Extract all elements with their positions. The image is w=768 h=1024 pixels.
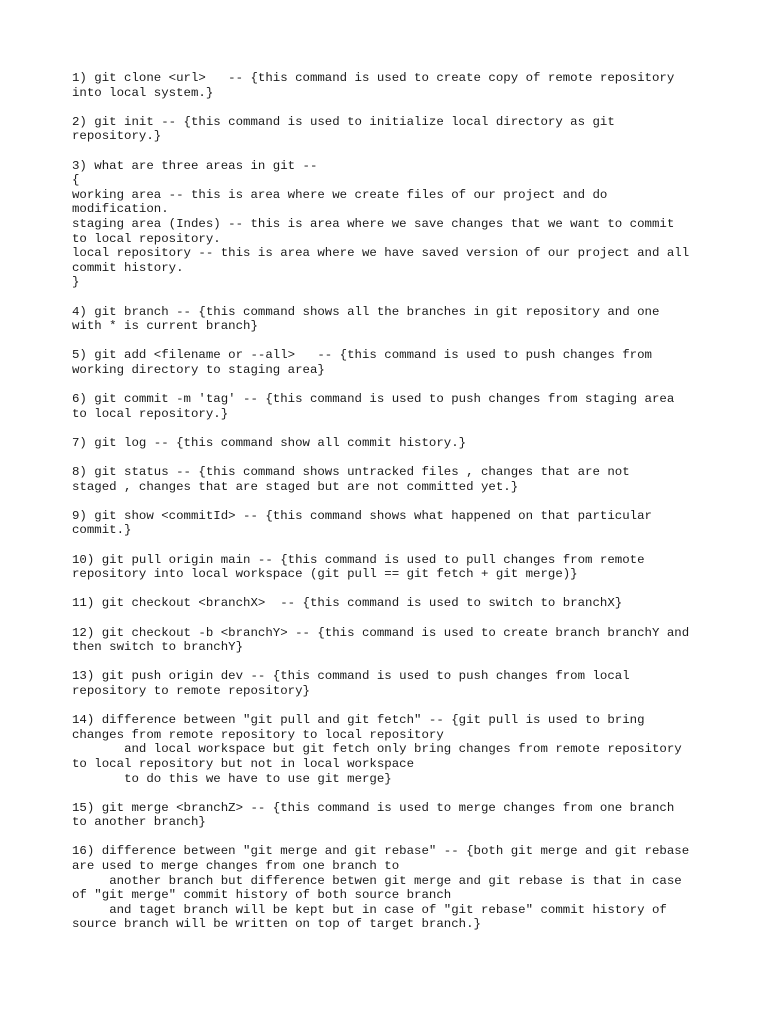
- paragraph-git-commit: 6) git commit -m 'tag' -- {this command is used to push changes from staging area to local repository.}: [72, 392, 675, 421]
- paragraph-git-merge: 15) git merge <branchZ> -- {this command is used to merge changes from one branch to another branch}: [72, 800, 675, 830]
- document-page: [72, 71, 722, 947]
- paragraph-git-push: 13) git push origin dev -- {this command is used to push changes from local repository to remote repository}: [72, 669, 630, 698]
- paragraph-git-checkout-b: 12) git checkout -b <branchY> -- {this command is used to create branch branchY and then switch to branchY}: [72, 625, 690, 655]
- paragraph-git-log: 7) git log -- {this command show all commit history.}: [72, 435, 467, 450]
- paragraph-three-areas: 3) what are three areas in git -- { working area -- this is area where we create files of our project and do modification. staging area (Indes) -- this is area where we save changes that we want to commit to local repository. local repository -- this is area where we have saved version of our project and all commit history. }: [72, 158, 690, 290]
- paragraph-git-clone: 1) git clone <url> -- {this command is used to create copy of remote repository into local system.}: [72, 71, 675, 100]
- paragraph-git-show: 9) git show <commitId> -- {this command shows what happened on that particular commit.}: [72, 508, 652, 538]
- paragraph-merge-vs-rebase: 16) difference between "git merge and git rebase" -- {both git merge and git rebase are used to merge changes from one branch to another branch but difference betwen git merge and git rebase is that in case of "git merge" commit history of both source branch and taget branch will be kept but in case of "git rebase" commit history of source branch will be written on top of target branch.}: [72, 844, 690, 932]
- paragraph-pull-vs-fetch: 14) difference between "git pull and git fetch" -- {git pull is used to bring changes from remote repository to local repository and local workspace but git fetch only bring changes from remote repository to local repository but not in local workspace to do this we have to use git merge}: [72, 713, 682, 786]
- paragraph-git-status: 8) git status -- {this command shows untracked files , changes that are not staged , changes that are staged but are not committed yet.}: [72, 465, 630, 494]
- paragraph-git-pull: 10) git pull origin main -- {this command is used to pull changes from remote repository into local workspace (git pull == git fetch + git merge)}: [72, 552, 645, 582]
- paragraph-git-add: 5) git add <filename or --all> -- {this command is used to push changes from working directory to staging area}: [72, 348, 652, 377]
- paragraph-git-branch: 4) git branch -- {this command shows all the branches in git repository and one with * is current branch}: [72, 304, 660, 334]
- paragraph-git-init: 2) git init -- {this command is used to initialize local directory as git repository.}: [72, 114, 615, 144]
- paragraph-git-checkout: 11) git checkout <branchX> -- {this command is used to switch to branchX}: [72, 596, 623, 611]
